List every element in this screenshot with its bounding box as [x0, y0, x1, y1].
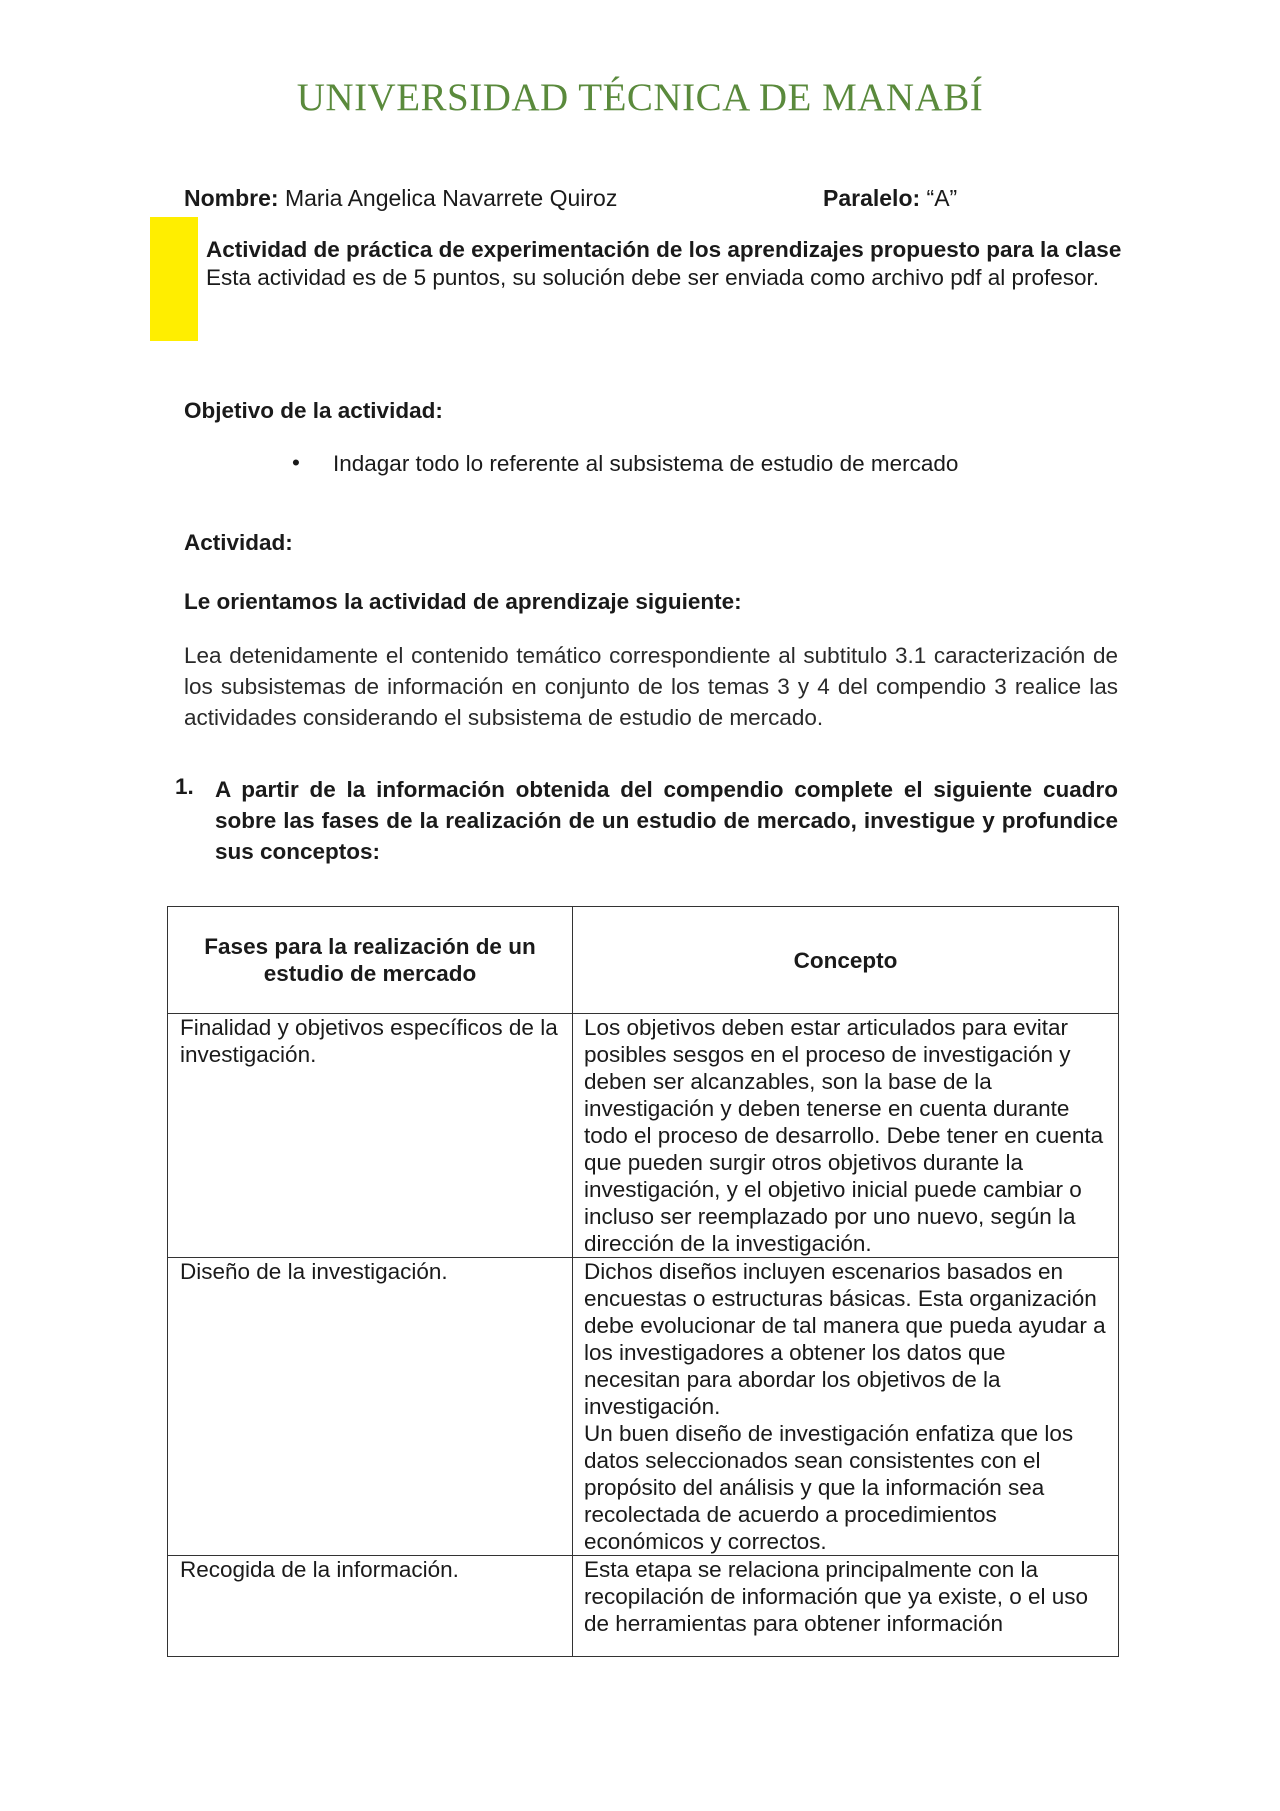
concept-cell: Esta etapa se relaciona principalmente con la recopilación de información que ya existe, o el uso de herramientas para obtener información — [573, 1556, 1119, 1657]
paralelo-label: Paralelo: — [823, 185, 921, 211]
table-row — [168, 1014, 1119, 1258]
student-name: Maria Angelica Navarrete Quiroz — [284, 185, 618, 211]
name-label: Nombre: — [184, 185, 279, 211]
table-row — [168, 1556, 1119, 1657]
activity-box — [206, 236, 1166, 292]
question-number: 1. — [175, 774, 194, 799]
concept-paragraph: Dichos diseños incluyen escenarios basados en encuestas o estructuras básicas. Esta organización debe evolucionar de tal manera que pueda ayudar a los investigadores a obtener los datos que necesitan para abordar los objetivos de la investigación. — [584, 1259, 1106, 1419]
student-name-line — [184, 185, 617, 212]
question-text: A partir de la información obtenida del compendio complete el siguiente cuadro sobre las fases de la realización de un estudio de mercado, investigue y profundice sus conceptos: — [215, 777, 1118, 864]
phase-cell: Recogida de la información. — [168, 1556, 573, 1657]
paralelo-value: “A” — [926, 185, 958, 211]
phases-table — [167, 906, 1119, 1657]
table-header-row — [168, 907, 1119, 1014]
phase-cell: Diseño de la investigación. — [168, 1258, 573, 1556]
instructions-paragraph: Lea detenidamente el contenido temático correspondiente al subtitulo 3.1 caracterización de los subsistemas de información en conjunto de los temas 3 y 4 del compendio 3 realice las actividades considerando el subsistema de estudio de mercado. — [184, 643, 1118, 730]
concept-paragraph: Un buen diseño de investigación enfatiza que los datos seleccionados sean consistentes con el propósito del análisis y que la información sea recolectada de acuerdo a procedimientos económicos y correctos. — [584, 1421, 1074, 1554]
university-title: UNIVERSIDAD TÉCNICA DE MANABÍ — [296, 76, 984, 119]
objective-label: Objetivo de la actividad: — [184, 398, 443, 423]
concept-cell: Los objetivos deben estar articulados para evitar posibles sesgos en el proceso de investigación y deben ser alcanzables, son la base de la investigación y deben tenerse en cuenta durante todo el proceso de desarrollo. Debe tener en cuenta que pueden surgir otros objetivos durante la investigación, y el objetivo inicial puede cambiar o incluso ser reemplazado por uno nuevo, según la dirección de la investigación. — [573, 1014, 1119, 1258]
highlight-bar — [150, 217, 198, 341]
bullet-icon: • — [292, 450, 300, 475]
concept-cell — [573, 1258, 1119, 1556]
table-row — [168, 1258, 1119, 1556]
orientation-heading: Le orientamos la actividad de aprendizaje siguiente: — [184, 589, 742, 614]
paralelo-line — [823, 185, 957, 212]
activity-box-heading: Actividad de práctica de experimentación de los aprendizajes propuesto para la clase — [206, 237, 1122, 262]
objective-item: Indagar todo lo referente al subsistema de estudio de mercado — [333, 451, 959, 476]
header-concept: Concepto — [573, 907, 1119, 1014]
phase-cell: Finalidad y objetivos específicos de la investigación. — [168, 1014, 573, 1258]
activity-box-text: Esta actividad es de 5 puntos, su solución debe ser enviada como archivo pdf al profesor. — [206, 265, 1100, 290]
activity-label: Actividad: — [184, 530, 293, 555]
header-phase: Fases para la realización de un estudio de mercado — [168, 907, 573, 1014]
